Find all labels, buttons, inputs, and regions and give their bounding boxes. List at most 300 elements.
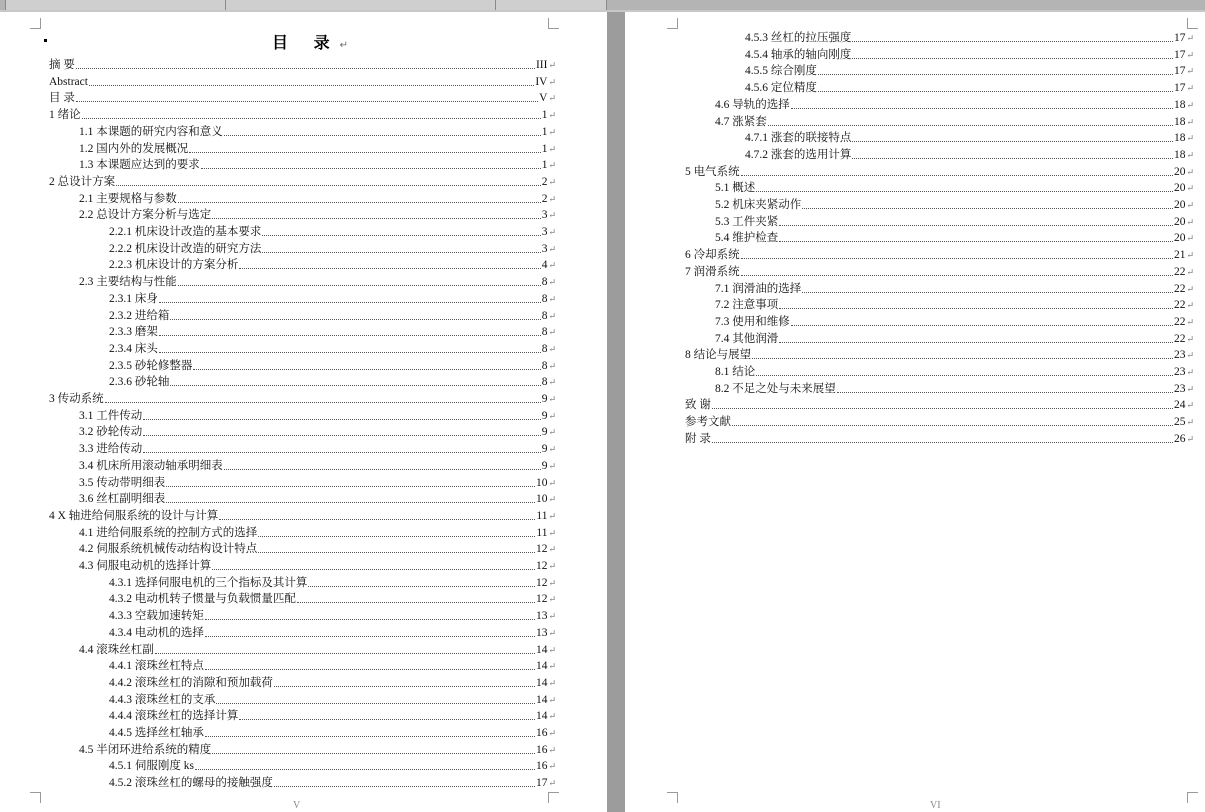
toc-entry-title: 8.1 结论 xyxy=(715,366,756,378)
toc-dot-leader xyxy=(189,152,540,153)
ruler-segment xyxy=(495,0,607,10)
toc-entry[interactable] xyxy=(79,273,556,289)
paragraph-mark: ↵ xyxy=(1186,333,1194,344)
toc-entry-page: 10 xyxy=(535,493,548,506)
toc-dot-leader xyxy=(155,653,535,654)
toc-entry-page: 3 xyxy=(541,209,548,222)
toc-entry-title: 2.3.6 砂轮轴 xyxy=(109,376,170,389)
paragraph-mark: ↵ xyxy=(548,510,556,521)
toc-dot-leader xyxy=(82,118,541,119)
toc-entry-title: 4.5.6 定位精度 xyxy=(745,82,817,95)
toc-entry[interactable] xyxy=(49,56,556,72)
toc-dot-leader xyxy=(712,442,1173,443)
toc-dot-leader xyxy=(779,241,1173,242)
toc-entry-page: 18 xyxy=(1173,115,1186,128)
toc-entry[interactable] xyxy=(745,46,1194,62)
toc-entry[interactable] xyxy=(745,79,1194,95)
paragraph-mark: ↵ xyxy=(548,377,556,388)
toc-dot-leader xyxy=(193,369,540,370)
toc-entry[interactable] xyxy=(715,196,1194,212)
toc-entry-title: 7.2 注意事项 xyxy=(715,299,779,312)
toc-entry-page: III xyxy=(535,59,548,71)
toc-entry-page: 2 xyxy=(541,175,548,188)
toc-entry[interactable] xyxy=(715,280,1194,296)
paragraph-mark: ↵ xyxy=(548,611,556,622)
toc-entry-title: 2.3.5 砂轮修整器 xyxy=(109,359,193,372)
page-footer-number: V xyxy=(293,800,301,811)
toc-entry-page: 14 xyxy=(535,660,548,673)
toc-dot-leader xyxy=(178,285,541,286)
toc-dot-leader xyxy=(170,385,540,386)
toc-entry[interactable] xyxy=(109,223,556,239)
toc-dot-leader xyxy=(212,753,535,754)
paragraph-mark: ↵ xyxy=(548,661,556,672)
window-top-strip xyxy=(0,0,1205,10)
toc-entry-page: 23 xyxy=(1173,382,1186,395)
toc-entry-page: 16 xyxy=(535,760,548,773)
toc-entry-title: 4.3.2 电动机转子惯量与负载惯量匹配 xyxy=(109,593,296,606)
toc-entry-title: 2.3.3 磨架 xyxy=(109,326,158,339)
toc-dot-leader xyxy=(143,419,540,420)
toc-dot-leader xyxy=(216,703,535,704)
toc-entry-page: 23 xyxy=(1173,366,1186,378)
toc-entry-title: 4.2 伺服系统机械传动结构设计特点 xyxy=(79,543,258,556)
paragraph-mark: ↵ xyxy=(548,410,556,421)
toc-entry-title: 3.4 机床所用滚动轴承明细表 xyxy=(79,459,223,472)
paragraph-mark: ↵ xyxy=(548,444,556,455)
toc-entry-page: 8 xyxy=(541,326,548,339)
toc-entry[interactable] xyxy=(49,89,556,105)
toc-entry[interactable] xyxy=(685,396,1194,412)
toc-entry[interactable] xyxy=(715,113,1194,129)
toc-entry-page: 16 xyxy=(535,727,548,739)
paragraph-mark: ↵ xyxy=(1186,200,1194,210)
toc-entry-title: 7 润滑系统 xyxy=(685,265,740,278)
toc-entry-title: 摘 要 xyxy=(49,59,75,71)
toc-entry-title: 4.5.2 滚珠丝杠的螺母的接触强度 xyxy=(109,777,273,790)
toc-entry[interactable] xyxy=(745,29,1194,45)
toc-entry-page: 22 xyxy=(1173,265,1186,278)
toc-entry[interactable] xyxy=(79,206,556,222)
toc-entry[interactable] xyxy=(109,724,556,740)
toc-entry[interactable] xyxy=(79,540,556,556)
toc-entry-page: 9 xyxy=(541,409,548,422)
paragraph-mark: ↵ xyxy=(548,227,556,237)
paragraph-mark: ↵ xyxy=(1186,367,1194,377)
toc-dot-leader xyxy=(159,352,541,353)
paragraph-mark: ↵ xyxy=(548,778,556,789)
toc-dot-leader xyxy=(308,586,535,587)
toc-entry-title: 4.4.4 滚珠丝杠的选择计算 xyxy=(109,710,239,723)
ruler-segment xyxy=(5,0,227,10)
toc-dot-leader xyxy=(105,402,541,403)
toc-dot-leader xyxy=(274,686,535,687)
toc-dot-leader xyxy=(768,125,1173,126)
toc-dot-leader xyxy=(791,325,1173,326)
toc-entry[interactable] xyxy=(109,256,556,272)
toc-dot-leader xyxy=(274,786,535,787)
toc-entry-title: 1.2 国内外的发展概况 xyxy=(79,142,189,155)
toc-entry-page: 8 xyxy=(541,376,548,389)
toc-entry[interactable] xyxy=(79,440,556,456)
toc-entry-title: 4.7.2 涨套的选用计算 xyxy=(745,148,852,161)
paragraph-mark: ↵ xyxy=(1186,233,1194,244)
toc-entry-title: 3 传动系统 xyxy=(49,393,104,405)
toc-entry-page: 12 xyxy=(535,576,548,589)
document-page-left[interactable] xyxy=(0,12,607,812)
toc-entry[interactable] xyxy=(109,340,556,356)
toc-dot-leader xyxy=(262,252,540,253)
toc-dot-leader xyxy=(741,275,1173,276)
toc-entry-title: 7.4 其他润滑 xyxy=(715,332,779,345)
toc-entry[interactable] xyxy=(109,774,556,790)
page-gutter xyxy=(607,12,625,812)
toc-entry[interactable] xyxy=(109,590,556,606)
paragraph-mark: ↵ xyxy=(548,110,556,121)
paragraph-mark: ↵ xyxy=(1186,133,1194,144)
toc-entry-page: 20 xyxy=(1173,215,1186,228)
toc-entry[interactable] xyxy=(109,607,556,623)
toc-entry-page: 1 xyxy=(541,125,548,138)
toc-entry-page: 22 xyxy=(1173,332,1186,345)
toc-dot-leader xyxy=(159,335,541,336)
toc-entry[interactable] xyxy=(109,624,556,640)
toc-entry[interactable] xyxy=(715,313,1194,329)
toc-entry-page: 9 xyxy=(541,459,548,472)
toc-dot-leader xyxy=(818,91,1173,92)
toc-entry-title: 4.4.5 选择丝杠轴承 xyxy=(109,727,204,739)
paragraph-mark: ↵ xyxy=(548,577,556,588)
toc-dot-leader xyxy=(76,101,538,102)
toc-entry-title: 致 谢 xyxy=(685,399,711,412)
toc-entry-title: 5.3 工件夹紧 xyxy=(715,215,779,228)
paragraph-mark: ↵ xyxy=(548,477,556,488)
toc-dot-leader xyxy=(837,392,1173,393)
paragraph-mark: ↵ xyxy=(548,394,556,404)
toc-entry[interactable] xyxy=(79,524,556,540)
toc-entry-title: 7.1 润滑油的选择 xyxy=(715,282,802,295)
document-page-right[interactable] xyxy=(625,12,1205,812)
toc-dot-leader xyxy=(166,502,535,503)
toc-entry-title: 4.3.4 电动机的选择 xyxy=(109,626,204,639)
toc-entry-page: 24 xyxy=(1173,399,1186,412)
toc-entry[interactable] xyxy=(715,380,1194,396)
toc-entry-page: 1 xyxy=(541,109,548,122)
paragraph-mark: ↵ xyxy=(1186,66,1194,77)
paragraph-mark: ↵ xyxy=(548,744,556,755)
toc-entry[interactable] xyxy=(715,363,1194,379)
paragraph-mark: ↵ xyxy=(548,728,556,738)
toc-entry-title: 8.2 不足之处与未来展望 xyxy=(715,382,836,395)
toc-entry[interactable] xyxy=(79,490,556,506)
toc-entry-page: 4 xyxy=(541,259,548,272)
paragraph-mark: ↵ xyxy=(548,327,556,338)
toc-entry-title: 3.3 进给传动 xyxy=(79,443,143,456)
toc-entry-title: 2.3.2 进给箱 xyxy=(109,309,170,322)
toc-dot-leader xyxy=(166,486,535,487)
toc-entry[interactable] xyxy=(685,246,1194,262)
paragraph-mark: ↵ xyxy=(1186,383,1194,394)
paragraph-mark: ↵ xyxy=(548,210,556,221)
toc-entry-title: 参考文献 xyxy=(685,416,731,429)
toc-entry[interactable] xyxy=(685,163,1194,179)
toc-dot-leader xyxy=(732,425,1173,426)
toc-entry-page: 8 xyxy=(541,292,548,305)
toc-entry-title: 4.5 半闭环进给系统的精度 xyxy=(79,743,212,756)
paragraph-mark: ↵ xyxy=(1186,149,1194,160)
toc-dot-leader xyxy=(212,569,535,570)
paragraph-mark: ↵ xyxy=(548,761,556,772)
toc-entry-title: 3.1 工件传动 xyxy=(79,409,143,422)
toc-entry-title: 4.5.5 综合刚度 xyxy=(745,65,817,78)
toc-entry-page: V xyxy=(539,92,548,105)
paragraph-mark: ↵ xyxy=(548,677,556,688)
toc-entry[interactable] xyxy=(49,390,556,406)
paragraph-mark: ↵ xyxy=(548,427,556,438)
toc-dot-leader xyxy=(791,108,1173,109)
toc-dot-leader xyxy=(159,302,541,303)
toc-entry-page: 1 xyxy=(541,142,548,155)
toc-entry-page: 18 xyxy=(1173,148,1186,161)
toc-entry-page: 22 xyxy=(1173,282,1186,295)
toc-entry[interactable] xyxy=(109,240,556,256)
paragraph-mark: ↵ xyxy=(548,277,556,288)
paragraph-mark: ↵ xyxy=(548,561,556,571)
toc-entry-title: 4.7.1 涨套的联接特点 xyxy=(745,132,852,145)
toc-dot-leader xyxy=(852,141,1173,142)
paragraph-mark: ↵ xyxy=(1186,33,1194,43)
paragraph-mark: ↵ xyxy=(548,193,556,204)
paragraph-mark: ↵ xyxy=(548,293,556,304)
toc-entry[interactable] xyxy=(109,674,556,690)
toc-dot-leader xyxy=(779,342,1173,343)
toc-dot-leader xyxy=(752,358,1173,359)
toc-entry[interactable] xyxy=(715,296,1194,312)
toc-entry[interactable] xyxy=(79,557,556,573)
toc-entry-page: 21 xyxy=(1173,249,1186,262)
toc-dot-leader xyxy=(178,202,541,203)
toc-entry-title: 附 录 xyxy=(685,432,711,445)
toc-entry[interactable] xyxy=(109,307,556,323)
paragraph-mark: ↵ xyxy=(1186,283,1194,294)
paragraph-mark: ↵ xyxy=(1186,350,1194,361)
toc-entry-title: 目 录 xyxy=(49,92,75,105)
toc-entry-title: 4.7 涨紧套 xyxy=(715,115,767,128)
toc-dot-leader xyxy=(219,519,535,520)
toc-entry[interactable] xyxy=(715,330,1194,346)
toc-entry-page: 14 xyxy=(535,693,548,706)
toc-entry[interactable] xyxy=(685,346,1194,362)
toc-entry-page: 11 xyxy=(536,509,548,522)
toc-entry[interactable] xyxy=(745,146,1194,162)
toc-entry[interactable] xyxy=(715,229,1194,245)
toc-entry-title: 4.5.4 轴承的轴向刚度 xyxy=(745,48,852,61)
paragraph-mark: ↵ xyxy=(1186,250,1194,261)
toc-entry[interactable] xyxy=(79,474,556,490)
toc-entry[interactable] xyxy=(715,96,1194,112)
toc-entry-title: 4.4.2 滚珠丝杠的消隙和预加载荷 xyxy=(109,676,273,689)
toc-entry-title: 1.1 本课题的研究内容和意义 xyxy=(79,125,223,138)
paragraph-mark: ↵ xyxy=(1186,99,1194,110)
toc-entry[interactable] xyxy=(79,140,556,156)
paragraph-mark: ↵ xyxy=(1186,417,1194,428)
toc-entry-title: 2.2.2 机床设计改造的研究方法 xyxy=(109,242,262,255)
toc-entry-page: 22 xyxy=(1173,299,1186,312)
toc-entry-title: 5.2 机床夹紧动作 xyxy=(715,199,802,211)
paragraph-mark: ↵ xyxy=(1186,316,1194,327)
paragraph-mark: ↵ xyxy=(548,176,556,187)
toc-dot-leader xyxy=(741,258,1173,259)
paragraph-mark: ↵ xyxy=(1186,83,1194,94)
toc-dot-leader xyxy=(205,736,535,737)
toc-dot-leader xyxy=(852,158,1173,159)
toc-dot-leader xyxy=(76,68,535,69)
toc-entry[interactable] xyxy=(685,263,1194,279)
toc-dot-leader xyxy=(170,319,540,320)
toc-entry[interactable] xyxy=(109,373,556,389)
toc-entry-page: 20 xyxy=(1173,199,1186,211)
toc-dot-leader xyxy=(297,602,535,603)
toc-entry-title: 5 电气系统 xyxy=(685,165,740,178)
toc-entry-page: 13 xyxy=(535,626,548,639)
paragraph-mark: ↵ xyxy=(548,93,556,104)
toc-entry-title: 4.3.3 空载加速转矩 xyxy=(109,610,204,623)
toc-entry-page: 17 xyxy=(535,777,548,790)
toc-dot-leader xyxy=(802,292,1173,293)
toc-entry-page: 26 xyxy=(1173,432,1186,445)
toc-entry[interactable] xyxy=(79,457,556,473)
toc-entry-page: 17 xyxy=(1173,65,1186,78)
toc-entry[interactable] xyxy=(49,106,556,122)
toc-entry-title: 4.4.3 滚珠丝杠的支承 xyxy=(109,693,216,706)
toc-entry[interactable] xyxy=(745,129,1194,145)
toc-entry[interactable] xyxy=(49,507,556,523)
paragraph-mark: ↵ xyxy=(1186,400,1194,411)
toc-entry-title: Abstract xyxy=(49,75,88,88)
table-of-contents-right xyxy=(625,12,1205,812)
toc-dot-leader xyxy=(779,308,1173,309)
toc-entry-title: 4.3.1 选择伺服电机的三个指标及其计算 xyxy=(109,576,308,589)
toc-entry-page: 1 xyxy=(541,159,548,172)
toc-dot-leader xyxy=(205,636,535,637)
toc-entry-page: 8 xyxy=(541,309,548,322)
toc-dot-leader xyxy=(143,452,540,453)
toc-entry-title: 4.5.3 丝杠的拉压强度 xyxy=(745,32,852,44)
toc-entry-page: 18 xyxy=(1173,132,1186,145)
toc-entry[interactable] xyxy=(685,430,1194,446)
toc-dot-leader xyxy=(116,185,541,186)
paragraph-mark: ↵ xyxy=(548,644,556,655)
toc-entry-page: 11 xyxy=(536,526,548,539)
toc-entry[interactable] xyxy=(79,156,556,172)
toc-entry[interactable] xyxy=(109,357,556,373)
toc-entry-page: 10 xyxy=(535,476,548,489)
paragraph-mark: ↵ xyxy=(548,694,556,705)
toc-entry-title: 2.2 总设计方案分析与选定 xyxy=(79,209,212,222)
toc-entry-title: 1.3 本课题应达到的要求 xyxy=(79,159,200,172)
toc-entry[interactable] xyxy=(685,413,1194,429)
toc-entry[interactable] xyxy=(109,290,556,306)
toc-entry-title: 4 X 轴进给伺服系统的设计与计算 xyxy=(49,509,219,522)
toc-entry[interactable] xyxy=(79,407,556,423)
paragraph-mark: ↵ xyxy=(1186,116,1194,127)
paragraph-mark: ↵ xyxy=(548,594,556,605)
toc-entry[interactable] xyxy=(49,173,556,189)
toc-entry-page: 12 xyxy=(535,560,548,572)
toc-entry-title: 5.4 维护检查 xyxy=(715,232,779,245)
toc-entry-page: 25 xyxy=(1173,416,1186,429)
toc-entry[interactable] xyxy=(79,123,556,139)
toc-entry-title: 3.2 砂轮传动 xyxy=(79,426,143,439)
paragraph-mark: ↵ xyxy=(548,343,556,354)
toc-dot-leader xyxy=(741,175,1173,176)
paragraph-mark: ↵ xyxy=(548,126,556,137)
toc-entry-page: 3 xyxy=(541,242,548,255)
toc-dot-leader xyxy=(205,619,535,620)
toc-entry[interactable] xyxy=(109,757,556,773)
toc-entry[interactable] xyxy=(715,213,1194,229)
toc-entry-page: 12 xyxy=(535,543,548,556)
toc-entry[interactable] xyxy=(79,741,556,757)
toc-entry-page: 17 xyxy=(1173,32,1186,44)
toc-dot-leader xyxy=(802,208,1173,209)
toc-dot-leader xyxy=(258,536,535,537)
toc-dot-leader xyxy=(258,552,535,553)
toc-entry[interactable] xyxy=(79,641,556,657)
toc-entry-page: 8 xyxy=(541,359,548,372)
toc-entry[interactable] xyxy=(745,62,1194,78)
toc-entry[interactable] xyxy=(109,657,556,673)
toc-entry[interactable] xyxy=(79,423,556,439)
toc-dot-leader xyxy=(205,669,535,670)
toc-entry-page: 8 xyxy=(541,342,548,355)
toc-entry-title: 2.3 主要结构与性能 xyxy=(79,276,177,289)
toc-entry[interactable] xyxy=(715,179,1194,195)
toc-dot-leader xyxy=(212,218,540,219)
paragraph-mark: ↵ xyxy=(548,60,556,70)
toc-entry-title: 5.1 概述 xyxy=(715,182,756,195)
toc-entry-title: 4.1 进给伺服系统的控制方式的选择 xyxy=(79,526,258,539)
toc-entry-title: 4.4 滚珠丝杠副 xyxy=(79,643,154,656)
toc-dot-leader xyxy=(143,435,540,436)
toc-entry-page: 20 xyxy=(1173,165,1186,178)
paragraph-mark: ↵ xyxy=(1186,266,1194,277)
paragraph-mark: ↵ xyxy=(1186,300,1194,311)
toc-entry[interactable] xyxy=(109,707,556,723)
toc-dot-leader xyxy=(262,235,540,236)
toc-dot-leader xyxy=(852,58,1173,59)
ruler-segment xyxy=(225,0,497,10)
toc-entry-title: 4.6 导轨的选择 xyxy=(715,98,790,111)
toc-entry-page: 17 xyxy=(1173,48,1186,61)
toc-entry[interactable] xyxy=(109,691,556,707)
toc-entry[interactable] xyxy=(109,574,556,590)
toc-entry[interactable] xyxy=(109,323,556,339)
paragraph-mark: ↵ xyxy=(548,76,556,87)
toc-entry-title: 4.4.1 滚珠丝杠特点 xyxy=(109,660,204,673)
toc-entry-page: 17 xyxy=(1173,82,1186,95)
toc-entry[interactable] xyxy=(49,73,556,89)
paragraph-mark: ↵ xyxy=(548,143,556,154)
toc-entry-page: 16 xyxy=(535,743,548,756)
toc-dot-leader xyxy=(224,469,541,470)
toc-entry-page: 2 xyxy=(541,192,548,205)
toc-entry-title: 2.1 主要规格与参数 xyxy=(79,192,177,205)
toc-entry-page: 13 xyxy=(535,610,548,623)
toc-dot-leader xyxy=(89,85,534,86)
toc-entry-title: 8 结论与展望 xyxy=(685,349,752,362)
toc-entry[interactable] xyxy=(79,190,556,206)
